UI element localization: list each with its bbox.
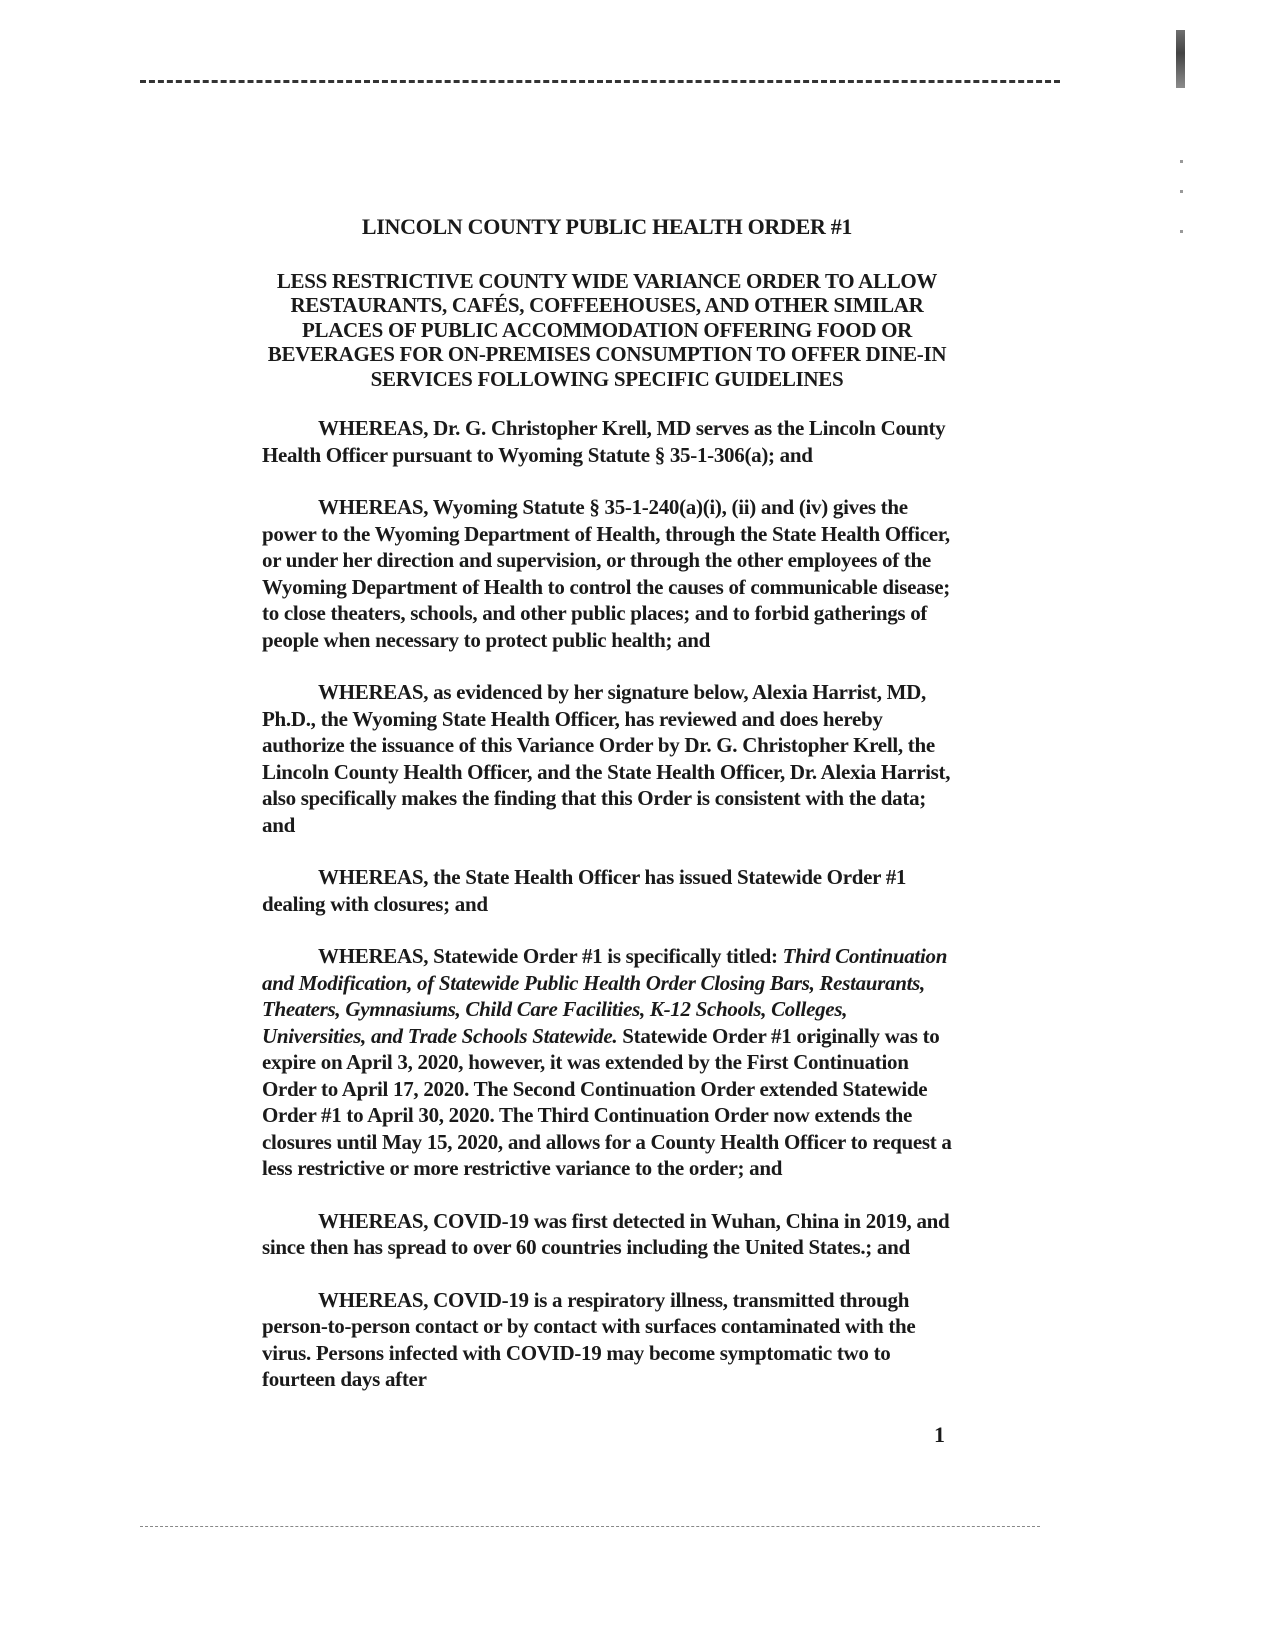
scan-top-rule xyxy=(140,80,1060,83)
whereas-paragraph-5 xyxy=(262,943,952,1182)
whereas-paragraph-4: WHEREAS, the State Health Officer has issued Statewide Order #1 dealing with closures; and xyxy=(262,865,907,916)
document-body xyxy=(262,214,952,1419)
whereas-paragraph-6: WHEREAS, COVID-19 was first detected in Wuhan, China in 2019, and since then has spread to over 60 countries including the United States.; and xyxy=(262,1208,950,1259)
binder-clip-mark xyxy=(1176,30,1185,88)
document-subtitle: LESS RESTRICTIVE COUNTY WIDE VARIANCE ORDER TO ALLOW RESTAURANTS, CAFÉS, COFFEEHOUSES, AND OTHER SIMILAR PLACES OF PUBLIC ACCOMMODATION OFFERING FOOD OR BEVERAGES FOR ON-PREMISES CONSUMPTION TO OFFER DINE-IN SERVICES FOLLOWING SPECIFIC GUIDELINES xyxy=(267,268,947,391)
scan-speck xyxy=(1180,230,1183,233)
statewide-order-title: Third Continuation and Modification, of Statewide Public Health Order Closing Bars, Restaurants, Theaters, Gymnasiums, Child Care Facilities, K-12 Schools, Colleges, Universities, and Trade Schools Statewide. xyxy=(262,944,948,1048)
paragraph-5-intro: WHEREAS, Statewide Order #1 is specifically titled: xyxy=(318,944,778,968)
document-title: LINCOLN COUNTY PUBLIC HEALTH ORDER #1 xyxy=(361,214,853,239)
whereas-paragraph-7: WHEREAS, COVID-19 is a respiratory illness, transmitted through person-to-person contact or by contact with surfaces contaminated with the virus. Persons infected with COVID-19 may become symptomatic two to fourteen days after xyxy=(262,1287,916,1391)
whereas-paragraph-2: WHEREAS, Wyoming Statute § 35-1-240(a)(i), (ii) and (iv) gives the power to the Wyoming Department of Health, through the State Health Officer, or under her direction and supervision, or through the other employees of the Wyoming Department of Health to control the causes of communicable disease; to close theaters, schools, and other public places; and to forbid gatherings of people when necessary to protect public health; and xyxy=(262,495,950,652)
whereas-paragraph-3: WHEREAS, as evidenced by her signature below, Alexia Harrist, MD, Ph.D., the Wyoming State Health Officer, has reviewed and does hereby authorize the issuance of this Variance Order by Dr. G. Christopher Krell, the Lincoln County Health Officer, and the State Health Officer, Dr. Alexia Harrist, also specifically makes the finding that this Order is consistent with the data; and xyxy=(262,680,951,837)
page-number: 1 xyxy=(934,1422,945,1447)
scan-speck xyxy=(1180,190,1183,193)
whereas-paragraph-1: WHEREAS, Dr. G. Christopher Krell, MD serves as the Lincoln County Health Officer pursuant to Wyoming Statute § 35-1-306(a); and xyxy=(262,416,946,467)
paragraph-5-rest: Statewide Order #1 originally was to expire on April 3, 2020, however, it was extended by the First Continuation Order to April 17, 2020. The Second Continuation Order extended Statewide Order #1 to April 30, 2020. The Third Continuation Order now extends the closures until May 15, 2020, and allows for a County Health Officer to request a less restrictive or more restrictive variance to the order; and xyxy=(262,1023,952,1180)
scan-bottom-rule xyxy=(140,1526,1040,1527)
scan-speck xyxy=(1180,160,1183,163)
